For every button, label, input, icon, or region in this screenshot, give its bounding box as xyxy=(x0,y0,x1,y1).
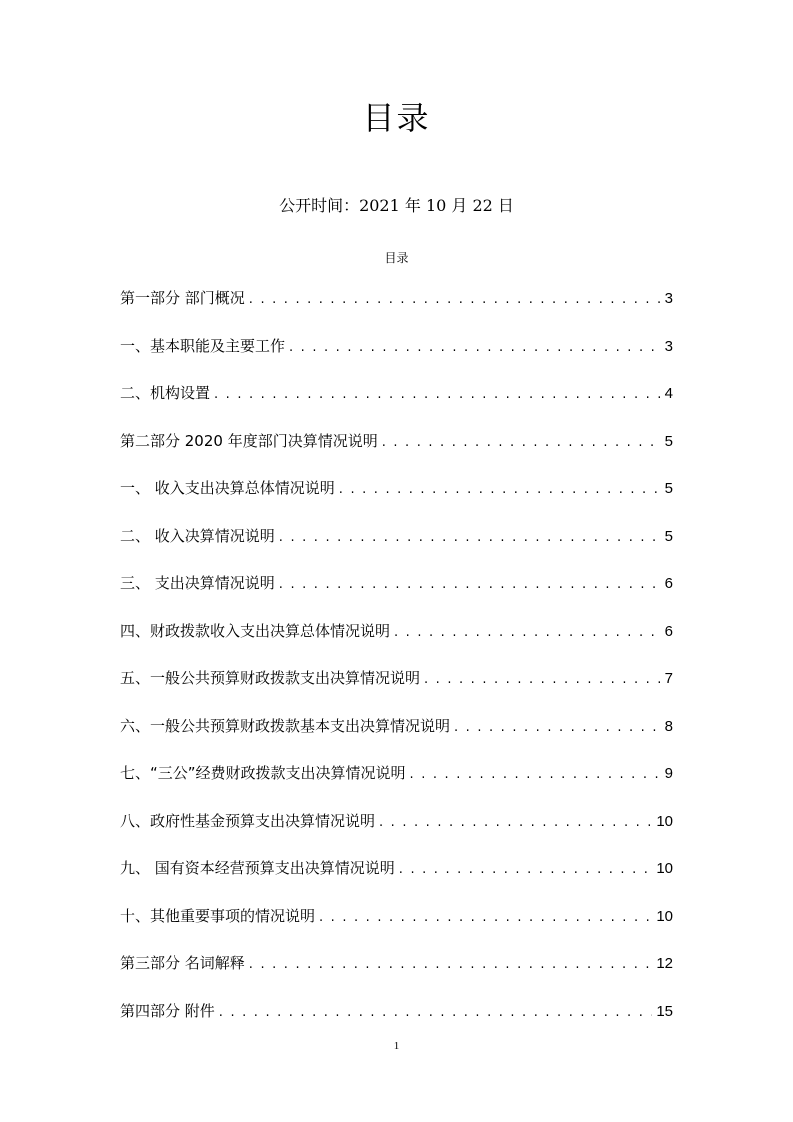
toc-leader-dots xyxy=(339,478,661,502)
toc-entry-text: 第四部分 附件 xyxy=(120,1001,215,1020)
toc-entry[interactable] xyxy=(120,381,673,429)
toc-entry[interactable] xyxy=(120,571,673,619)
toc-entry-page: 15 xyxy=(656,1002,673,1020)
toc-leader-dots xyxy=(219,1001,653,1025)
toc-entry-page: 10 xyxy=(656,860,673,877)
toc-leader-dots xyxy=(279,526,661,550)
toc-entry-text: 第三部分 名词解释 xyxy=(120,954,245,972)
toc-entry-text: 二、机构设置 xyxy=(120,384,211,402)
toc-entry-text: 一、 收入支出决算总体情况说明 xyxy=(120,479,335,497)
toc-entry-page: 3 xyxy=(664,337,673,355)
toc-entry-page: 7 xyxy=(664,670,673,687)
toc-entry-text: 十、其他重要事项的情况说明 xyxy=(120,906,316,925)
toc-entry[interactable] xyxy=(120,286,673,334)
toc-entry-page: 8 xyxy=(664,717,673,735)
toc-entry[interactable] xyxy=(120,429,673,477)
table-of-contents xyxy=(120,286,673,1046)
toc-entry-page: 5 xyxy=(664,527,673,545)
toc-entry[interactable] xyxy=(120,809,673,857)
toc-entry[interactable] xyxy=(120,619,673,667)
toc-leader-dots xyxy=(249,953,653,977)
toc-entry-text: 五、一般公共预算财政拨款支出决算情况说明 xyxy=(120,669,421,687)
toc-leader-dots xyxy=(289,336,661,360)
toc-leader-dots xyxy=(410,763,661,787)
toc-entry-text: 四、财政拨款收入支出决算总体情况说明 xyxy=(120,621,391,640)
toc-leader-dots xyxy=(424,668,661,692)
page-number: 1 xyxy=(393,1040,400,1052)
page-title: 目录 xyxy=(362,99,431,137)
toc-entry-page: 6 xyxy=(664,575,673,592)
toc-leader-dots xyxy=(454,716,661,740)
toc-leader-dots xyxy=(394,621,661,645)
publish-date: 公开时间：2021 年 10 月 22 日 xyxy=(279,196,514,215)
toc-heading: 目录 xyxy=(384,251,409,265)
toc-entry-text: 八、政府性基金预算支出决算情况说明 xyxy=(120,811,376,830)
toc-entry[interactable] xyxy=(120,524,673,572)
toc-leader-dots xyxy=(382,431,661,455)
toc-entry-text: 七、“三公”经费财政拨款支出决算情况说明 xyxy=(120,764,406,782)
toc-entry[interactable] xyxy=(120,856,673,904)
toc-leader-dots xyxy=(399,858,653,882)
toc-entry-text: 六、一般公共预算财政拨款基本支出决算情况说明 xyxy=(120,716,451,735)
toc-entry-page: 10 xyxy=(656,907,673,925)
toc-entry-page: 9 xyxy=(664,765,673,782)
toc-entry-text: 九、 国有资本经营预算支出决算情况说明 xyxy=(120,859,395,877)
toc-entry[interactable] xyxy=(120,761,673,809)
toc-leader-dots xyxy=(319,906,652,930)
toc-leader-dots xyxy=(379,811,652,835)
toc-entry[interactable] xyxy=(120,476,673,524)
toc-entry[interactable] xyxy=(120,904,673,952)
toc-entry-text: 第一部分 部门概况 xyxy=(120,289,245,307)
toc-entry-text: 二、 收入决算情况说明 xyxy=(120,526,275,545)
toc-entry-page: 3 xyxy=(664,290,673,307)
toc-entry[interactable] xyxy=(120,999,673,1047)
toc-leader-dots xyxy=(279,573,661,597)
toc-entry[interactable] xyxy=(120,666,673,714)
toc-entry-page: 4 xyxy=(664,385,673,402)
toc-entry-page: 10 xyxy=(656,812,673,830)
toc-entry-page: 6 xyxy=(664,622,673,640)
toc-entry-page: 12 xyxy=(656,955,673,972)
toc-entry-page: 5 xyxy=(664,432,673,450)
toc-leader-dots xyxy=(214,383,661,407)
toc-entry-text: 一、基本职能及主要工作 xyxy=(120,336,286,355)
toc-entry-page: 5 xyxy=(664,480,673,497)
toc-entry[interactable] xyxy=(120,334,673,382)
toc-entry-text: 第二部分 2020 年度部门决算情况说明 xyxy=(120,431,378,450)
toc-entry[interactable] xyxy=(120,951,673,999)
toc-entry-text: 三、 支出决算情况说明 xyxy=(120,574,275,592)
toc-leader-dots xyxy=(249,288,661,312)
toc-entry[interactable] xyxy=(120,714,673,762)
